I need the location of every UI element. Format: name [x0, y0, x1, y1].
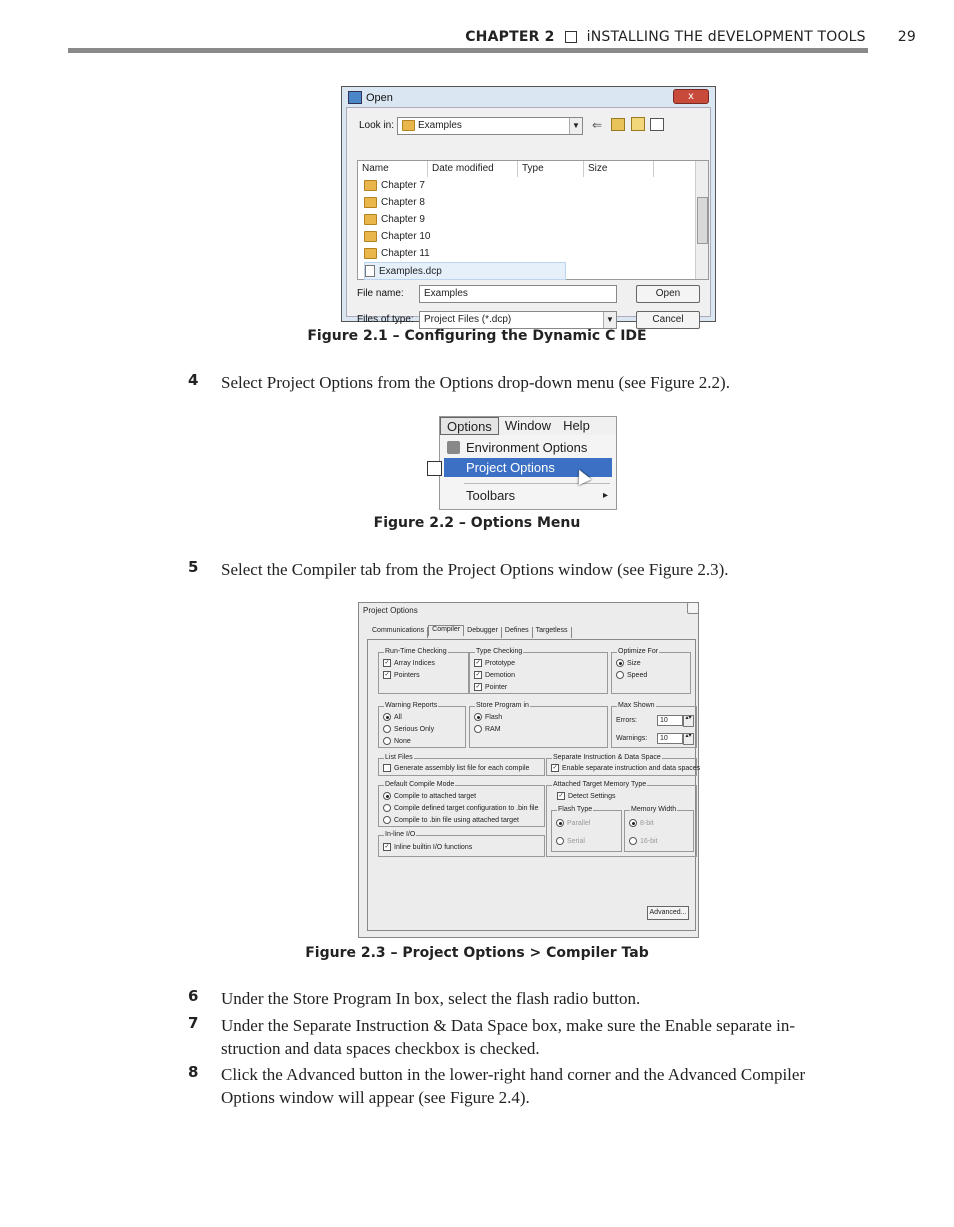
file-name-label: File name:	[357, 288, 404, 299]
all-radio[interactable]	[383, 713, 402, 721]
step-text: Select Project Options from the Options drop-down menu (see Figure 2.2).	[221, 373, 730, 392]
tab-debugger[interactable]: Debugger	[464, 627, 502, 638]
group-label: Default Compile Mode	[385, 781, 455, 788]
option-label: 16-bit	[640, 837, 658, 845]
option-label: Flash	[485, 713, 503, 721]
menu-help[interactable]: Help	[563, 418, 590, 433]
step-text: Under the Store Program In box, select the flash radio button.	[221, 989, 641, 1008]
chevron-down-icon[interactable]: ▼	[569, 118, 582, 134]
option-label: Generate assembly list file for each compile	[394, 764, 530, 772]
view-menu-icon[interactable]	[650, 118, 664, 131]
close-button[interactable]	[687, 602, 699, 614]
step-number: 8	[188, 1063, 199, 1081]
tab-compiler[interactable]: Compiler	[428, 625, 464, 636]
option-label: Compile defined target configuration to .bin file	[394, 804, 539, 812]
tab-bar	[369, 627, 572, 638]
array-indices-checkbox[interactable]: ✓ Array Indices	[384, 659, 435, 667]
pointers-checkbox[interactable]: ✓ Pointers	[384, 671, 420, 679]
step-text: Select the Compiler tab from the Project Options window (see Figure 2.3).	[221, 560, 729, 579]
figure-caption: Figure 2.3 – Project Options > Compiler Tab	[305, 945, 649, 961]
type-checking-group	[469, 648, 608, 694]
menu-separator	[464, 483, 610, 484]
option-label: Size	[627, 659, 641, 667]
step-number: 4	[188, 371, 199, 389]
list-item[interactable]	[364, 245, 430, 261]
compile-attached-radio[interactable]	[383, 792, 476, 800]
option-label: Pointers	[394, 671, 420, 679]
list-item-selected[interactable]	[364, 262, 566, 280]
size-radio[interactable]	[616, 659, 641, 667]
tab-defines[interactable]: Defines	[502, 627, 533, 638]
folder-icon	[364, 214, 377, 225]
step-number: 6	[188, 987, 199, 1005]
col-date[interactable]: Date modified	[428, 161, 518, 177]
list-files-group	[378, 754, 545, 776]
memory-width-group	[624, 806, 694, 852]
step-text-line: Options window will appear (see Figure 2.4).	[221, 1088, 530, 1107]
group-label: Warning Reports	[385, 702, 438, 709]
default-compile-group	[378, 781, 545, 827]
dialog-body	[346, 107, 711, 325]
chapter-title: iNSTALLING THE dEVELOPMENT TOOLS	[586, 29, 866, 45]
up-folder-icon[interactable]	[611, 118, 625, 131]
open-button[interactable]: Open	[636, 285, 700, 303]
compiler-panel	[367, 639, 701, 931]
group-label: Flash Type	[558, 806, 593, 813]
scrollbar-thumb[interactable]	[697, 197, 708, 244]
figure-caption: Figure 2.1 – Configuring the Dynamic C IDE	[307, 328, 647, 344]
step-text-line: Under the Separate Instruction & Data Space box, make sure the Enable separate in-	[221, 1016, 795, 1035]
step-number: 5	[188, 558, 199, 576]
ram-radio[interactable]	[474, 725, 501, 733]
dialog-title-bar	[348, 91, 393, 104]
errors-label: Errors:	[616, 717, 637, 724]
option-label: RAM	[485, 725, 501, 733]
folder-icon	[364, 180, 377, 191]
group-label: Attached Target Memory Type	[553, 781, 647, 788]
option-label: Serial	[567, 837, 585, 845]
max-shown-group	[611, 702, 697, 748]
group-label: In-line I/O	[385, 831, 416, 838]
step-number: 7	[188, 1014, 199, 1032]
close-button[interactable]: x	[673, 89, 709, 104]
option-label: Detect Settings	[568, 792, 616, 800]
look-in-label: Look in:	[359, 120, 395, 131]
store-program-group	[469, 702, 608, 748]
folder-icon	[364, 248, 377, 259]
item-label: Chapter 10	[381, 230, 431, 242]
step-text-line: struction and data spaces checkbox is checked.	[221, 1039, 540, 1058]
chevron-down-icon[interactable]: ▼	[603, 312, 616, 328]
list-item[interactable]	[364, 211, 425, 227]
files-of-type-value: Project Files (*.dcp)	[424, 314, 512, 325]
checklist-icon	[427, 461, 442, 476]
folder-icon	[364, 231, 377, 242]
option-label: Demotion	[485, 671, 515, 679]
file-icon	[365, 265, 375, 277]
option-label: Serious Only	[394, 725, 435, 733]
group-label: Type Checking	[476, 648, 523, 655]
running-header	[465, 26, 916, 48]
step-text-line: Click the Advanced button in the lower-right hand corner and the Advanced Compiler	[221, 1065, 806, 1084]
open-dialog	[341, 86, 716, 325]
submenu-arrow-icon: ▸	[602, 490, 608, 501]
wrench-icon	[447, 441, 460, 454]
option-label: All	[394, 713, 402, 721]
generate-list-checkbox[interactable]	[383, 764, 529, 772]
option-label: Compile to attached target	[394, 792, 477, 800]
parallel-radio[interactable]	[556, 819, 590, 827]
tab-targetless[interactable]: Targetless	[533, 627, 572, 638]
warning-reports-group	[378, 702, 466, 748]
menu-options[interactable]: Options	[440, 417, 499, 435]
app-icon	[348, 91, 362, 104]
group-label: Store Program in	[476, 702, 529, 709]
warnings-row	[616, 733, 683, 744]
dialog-title: Open	[366, 91, 393, 104]
group-label: Memory Width	[631, 806, 677, 813]
menu-window[interactable]: Window	[504, 418, 552, 433]
group-label: Optimize For	[618, 648, 659, 655]
file-name-value: Examples	[424, 288, 468, 299]
errors-row	[616, 715, 683, 726]
menu-item-label: Project Options	[466, 460, 555, 475]
list-item[interactable]	[364, 194, 425, 210]
separate-id-group	[546, 754, 701, 776]
8bit-radio[interactable]	[629, 819, 654, 827]
item-label: Chapter 11	[381, 247, 430, 259]
list-item[interactable]	[364, 177, 425, 193]
option-label: Inline builtin I/O functions	[394, 843, 473, 851]
folder-icon	[402, 120, 415, 131]
option-label: Enable separate instruction and data spaces	[562, 764, 701, 772]
scrollbar[interactable]	[695, 161, 708, 279]
group-label: Run-Time Checking	[385, 648, 447, 655]
menu-item-label: Toolbars	[466, 488, 516, 503]
header-rule	[68, 48, 868, 53]
separator-box-icon	[565, 31, 577, 43]
errors-spinner[interactable]: 10 ▴▾	[657, 715, 683, 726]
detect-settings-checkbox[interactable]: ✓ Detect Settings	[558, 792, 616, 800]
flash-radio[interactable]	[474, 713, 502, 721]
menu-item-toolbars[interactable]	[444, 486, 612, 505]
menu-bar	[440, 417, 616, 435]
project-options-window	[358, 602, 699, 938]
runtime-checking-group	[378, 648, 469, 694]
inline-builtin-checkbox[interactable]: ✓ Inline builtin I/O functions	[384, 843, 473, 851]
attached-memory-group	[546, 781, 697, 857]
pointer-checkbox[interactable]: ✓ Pointer	[475, 683, 508, 691]
menu-item-environment-options[interactable]	[444, 438, 612, 457]
chapter-label: CHAPTER 2	[465, 29, 555, 45]
col-size[interactable]: Size	[584, 161, 654, 177]
compile-defined-radio[interactable]	[383, 804, 538, 812]
demotion-checkbox[interactable]: ✓ Demotion	[475, 671, 515, 679]
group-label: List Files	[385, 754, 413, 761]
serious-only-radio[interactable]	[383, 725, 434, 733]
prototype-checkbox[interactable]: ✓ Prototype	[475, 659, 515, 667]
warnings-label: Warnings:	[616, 735, 648, 742]
group-label: Separate Instruction & Data Space	[553, 754, 661, 761]
group-label: Max Shown	[618, 702, 655, 709]
optimize-for-group	[611, 648, 691, 694]
window-title: Project Options	[363, 606, 418, 615]
option-label: Speed	[627, 671, 648, 679]
cancel-button[interactable]: Cancel	[636, 311, 700, 329]
figure-caption: Figure 2.2 – Options Menu	[373, 515, 581, 531]
enable-separate-checkbox[interactable]: ✓ Enable separate instruction and data spaces	[552, 764, 701, 772]
advanced-button[interactable]: Advanced...	[647, 906, 689, 920]
speed-radio[interactable]	[616, 671, 647, 679]
file-name-input[interactable]	[419, 285, 617, 303]
item-label: Chapter 7	[381, 179, 425, 191]
page-number: 29	[897, 29, 916, 45]
16bit-radio[interactable]	[629, 837, 658, 845]
option-label: Pointer	[485, 683, 508, 691]
option-label: Compile to .bin file using attached target	[394, 816, 519, 824]
files-of-type-label: Files of type:	[357, 314, 414, 325]
option-label: Array Indices	[394, 659, 435, 667]
back-icon[interactable]: ⇐	[592, 118, 603, 132]
compile-bin-radio[interactable]	[383, 816, 519, 824]
flash-type-group	[551, 806, 622, 852]
list-item[interactable]	[364, 228, 430, 244]
item-label: Chapter 8	[381, 196, 425, 208]
serial-radio[interactable]	[556, 837, 585, 845]
step-text	[221, 1014, 871, 1060]
inline-io-group	[378, 831, 545, 857]
item-label: Chapter 9	[381, 213, 425, 225]
options-menu	[439, 416, 617, 510]
none-radio[interactable]	[383, 737, 411, 745]
option-label: Parallel	[567, 819, 591, 827]
option-label: Prototype	[485, 659, 515, 667]
menu-item-label: Environment Options	[466, 440, 588, 455]
item-label: Examples.dcp	[379, 265, 442, 277]
col-type[interactable]: Type	[518, 161, 584, 177]
tab-communications[interactable]: Communications	[369, 627, 428, 638]
look-in-value: Examples	[418, 120, 462, 131]
look-in-select[interactable]	[397, 117, 583, 135]
option-label: 8-bit	[640, 819, 654, 827]
files-of-type-select[interactable]	[419, 311, 617, 329]
file-list	[357, 160, 709, 280]
new-folder-icon[interactable]	[631, 117, 645, 131]
option-label: None	[394, 737, 411, 745]
warnings-spinner[interactable]: 10 ▴▾	[657, 733, 683, 744]
col-name[interactable]: Name	[358, 161, 428, 177]
step-text	[221, 1063, 871, 1109]
folder-icon	[364, 197, 377, 208]
